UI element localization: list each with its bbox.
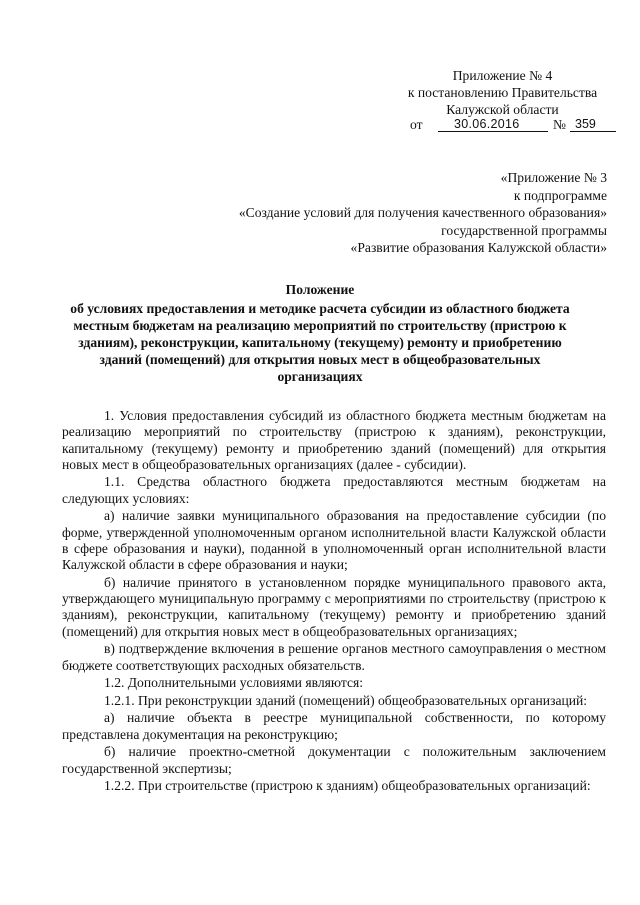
paragraph: б) наличие проектно-сметной документации с положительным заключением государственной экспертизы; (62, 744, 606, 776)
document-title (70, 281, 570, 385)
number-underline (570, 115, 616, 132)
paragraph: а) наличие заявки муниципального образования на предоставление субсидии (по форме, утвержденной уполномоченным органом исполнительной власти Калужской области в сфере образования и науки), поданной в уполномоченный орган исполнительной власти Калужской области в сфере образования и науки; (62, 508, 606, 573)
subheader-line-2: к подпрограмме (513, 187, 607, 203)
date-underline (438, 115, 548, 132)
appendix-header (380, 68, 625, 119)
appendix-region: Калужской области (446, 102, 559, 117)
title-heading: Положение (285, 282, 355, 297)
decree-date-line (410, 115, 615, 135)
paragraph: а) наличие объекта в реестре муниципальной собственности, по которому представлена документация на реконструкцию; (62, 710, 606, 742)
paragraph: б) наличие принятого в установленном порядке муниципального правового акта, утверждающего муниципальную программу с мероприятиями по строительству (пристрою к зданиям), реконструкции, капитальному (текущему) ремонту и приобретению зданий (помещений) для открытия новых мест в общеобразовательных организациях; (62, 574, 606, 639)
subheader-line-1: «Приложение № 3 (500, 170, 607, 185)
paragraph: 1.2.1. При реконструкции зданий (помещений) общеобразовательных организаций: (104, 692, 588, 708)
title-subtitle: об условиях предоставления и методике расчета субсидии из областного бюджета местным бюджетам на реализацию мероприятий по строительству (пристрою к зданиям), реконструкции, капитальному (текущему) ремонту и приобретению зданий (помещений) для открытия новых мест в общеобразовательных организациях (70, 301, 570, 384)
paragraph: 1.2. Дополнительными условиями являются: (104, 675, 364, 691)
paragraph: 1.1. Средства областного бюджета предоставляются местным бюджетам на следующих условиях: (62, 474, 606, 506)
appendix-number: Приложение № 4 (452, 68, 553, 83)
paragraph: 1. Условия предоставления субсидий из областного бюджета местным бюджетам на реализацию мероприятий по строительству (пристрою к зданиям), реконструкции, капитальному (текущему) ремонту и приобретению зданий (помещений) для открытия новых мест в общеобразовательных организациях (далее - субсидии). (62, 408, 606, 472)
subheader-line-3: «Создание условий для получения качественного образования» (238, 205, 607, 221)
subheader-line-5: «Развитие образования Калужской области» (350, 240, 607, 256)
decree-number: 359 (575, 117, 596, 131)
subheader-line-4: государственной программы (441, 222, 607, 238)
appendix-reference: к постановлению Правительства (407, 85, 598, 100)
decree-date: 30.06.2016 (454, 117, 520, 131)
number-prefix: № (553, 117, 566, 132)
document-body (62, 408, 606, 796)
paragraph: в) подтверждение включения в решение органов местного самоуправления о местном бюджете соответствующих расходных обязательств. (62, 641, 606, 673)
date-prefix: от (410, 117, 423, 132)
paragraph: 1.2.2. При строительстве (пристрою к зданиям) общеобразовательных организаций: (104, 778, 591, 794)
subprogram-header (207, 170, 607, 258)
